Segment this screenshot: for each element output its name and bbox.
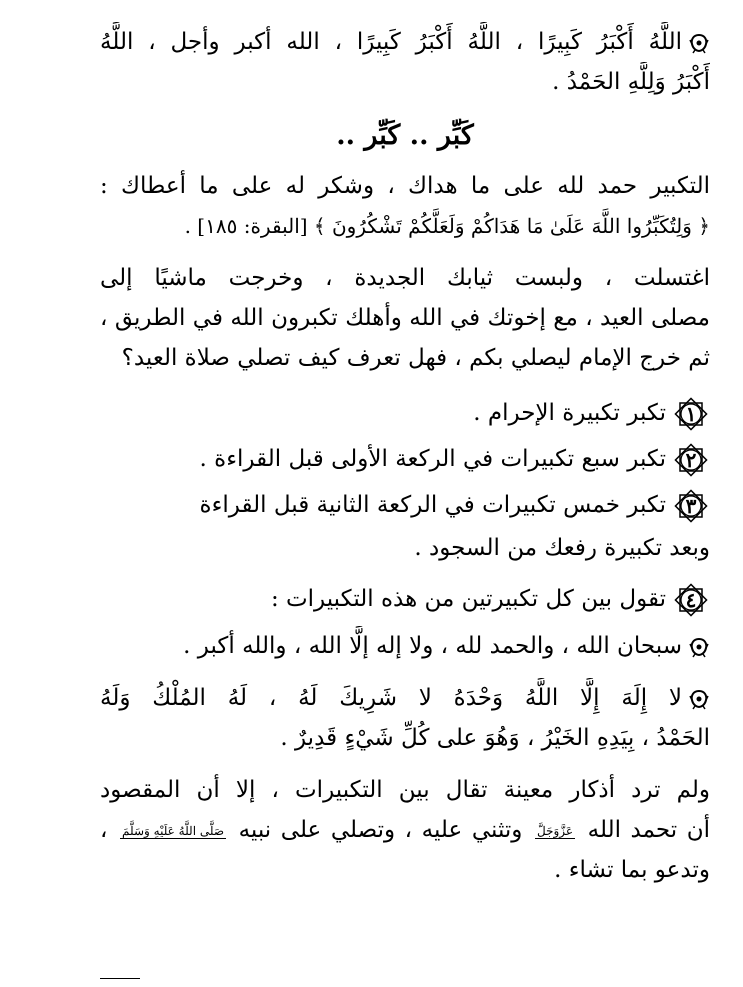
intro-line-1: التكبير حمد لله على ما هداك ، وشكر له على ما أعطاك : [100,173,710,199]
step-continuation: وبعد تكبيرة رفعك من السجود . [414,535,710,561]
narrative-line-2: مصلى العيد ، مع إخوتك في الله وأهلك تكبرون الله في الطريق ، [100,305,710,331]
step-number: ٣ [685,494,697,518]
step-number-badge [672,441,710,479]
closing-line-1: ولم ترد أذكار معينة تقال بين التكبيرات ، إلا أن المقصود [100,777,710,803]
closing-line-2 [100,810,710,850]
ornament-bullet-icon [688,688,710,710]
section-title: كَبِّر .. كَبِّر .. [336,120,474,151]
closing-paragraph [100,770,710,890]
step-text: تكبر سبع تكبيرات في الركعة الأولى قبل القراءة . [199,446,666,472]
step-number: ١ [685,402,697,426]
narrative-line-3: ثم خرج الإمام ليصلي بكم ، فهل تعرف كيف تصلي صلاة العيد؟ [121,345,710,371]
narrative-line-1: اغتسلت ، ولبست ثيابك الجديدة ، وخرجت ماشيًا إلى [100,265,710,291]
step-number-badge [672,581,710,619]
honorific-azza: عَزَّوَجَلَّ [536,823,574,838]
dhikr-tahlil-line-1 [100,678,710,718]
closing-line-3: وتدعو بما تشاء . [554,857,710,883]
step-text: تكبر خمس تكبيرات في الركعة الثانية قبل القراءة [199,492,666,518]
closing-text-c: ، [100,817,108,843]
dhikr-tasbih-line [100,626,710,666]
step-number: ٤ [685,588,697,612]
step-item [100,576,710,622]
ornament-bullet-icon [688,636,710,658]
takbir-line-1 [100,22,710,62]
dhikr-tahlil [100,678,710,758]
step-item [100,436,710,482]
takbir-text-1: اللَّهُ أَكْبَرُ كَبِيرًا ، اللَّهُ أَكْبَرُ كَبِيرًا ، الله أكبر وأجل ، اللَّهُ [100,29,682,55]
honorific-salla: صَلَّى اللَّهُ عَلَيْهِ وَسَلَّمَ [122,823,225,838]
dhikr-tasbih [100,626,710,666]
dhikr-tahlil-line-2: الحَمْدُ ، بِيَدِهِ الخَيْرُ ، وَهُوَ على كُلِّ شَيْءٍ قَدِيرٌ . [280,725,710,751]
quran-verse: ﴿ وَلِتُكَبِّرُوا اللَّهَ عَلَىٰ مَا هَدَاكُمْ وَلَعَلَّكُمْ تَشْكُرُونَ ﴾ [البقرة: ١٨٥] . [184,214,710,238]
closing-text-a: أن تحمد الله [587,817,710,843]
closing-text-b: وتثني عليه ، وتصلي على نبيه [238,817,523,843]
step-number-badge [672,487,710,525]
takbir-block [100,22,710,102]
step-text: تكبر تكبيرة الإحرام . [473,400,666,426]
step-number-badge [672,395,710,433]
step-item [100,390,710,436]
intro-block [100,166,710,246]
dhikr-tasbih-text: سبحان الله ، والحمد لله ، ولا إله إلَّا الله ، والله أكبر . [183,633,682,659]
takbir-line-2: أَكْبَرُ وَلِلَّهِ الحَمْدُ . [552,69,710,95]
narrative-paragraph [100,258,710,378]
page-content [100,22,710,902]
step-item [100,482,710,528]
step-text: تقول بين كل تكبيرتين من هذه التكبيرات : [270,586,666,612]
step-number: ٢ [685,448,697,472]
footnote-rule [100,978,140,979]
dhikr-tahlil-text-1: لا إِلَهَ إِلَّا اللَّهُ وَحْدَهُ لا شَرِيكَ لَهُ ، لَهُ المُلْكُ وَلَهُ [100,685,682,711]
ornament-bullet-icon [688,32,710,54]
steps-list [100,390,710,622]
